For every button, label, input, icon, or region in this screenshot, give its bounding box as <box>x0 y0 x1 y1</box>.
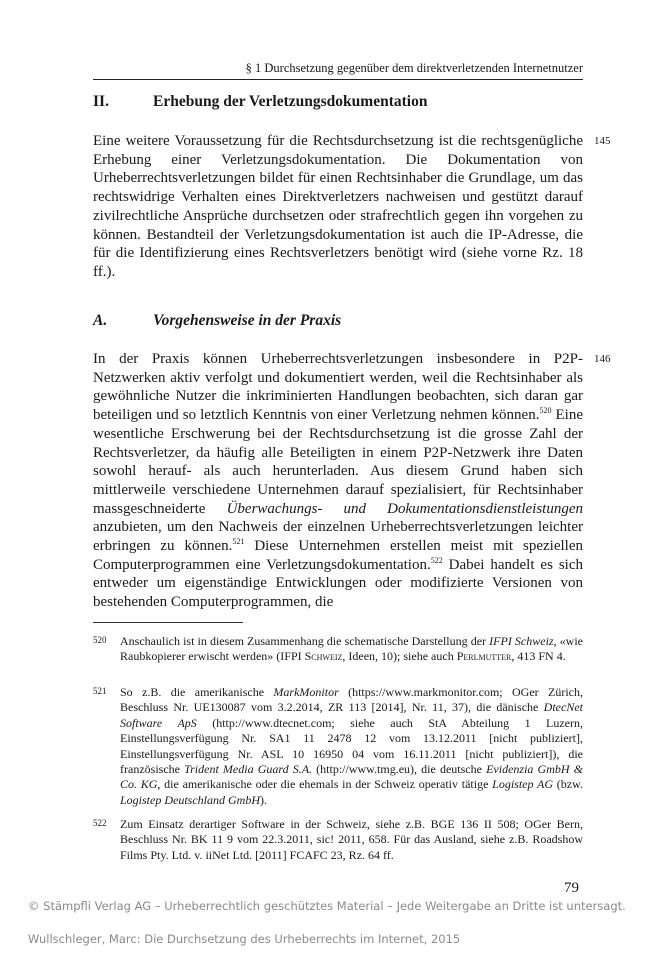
footnote-ref-522[interactable]: 522 <box>430 555 443 565</box>
text-run: In der Praxis können Urheberrechtsverletzungen insbesondere in P2P-Netzwerken aktiv verfolgt und dokumentiert werden, weil die Rechtsinhaber als gewöhnliche Nutzer die inkriminierten Handlungen beobachten, sich daran gar beteiligen und so letztlich Kenntnis von einer Verletzung nehmen können. <box>93 351 583 424</box>
header-rule <box>93 79 583 80</box>
page-number: 79 <box>564 880 579 896</box>
footnote-text: Anschaulich ist in diesem Zusammenhang die schematische Darstellung der IFPI Schweiz, «wie Raubkopierer erwischt werden» (IFPI Schweiz, Ideen, 10); siehe auch Perlmutter, 413 FN 4. <box>120 634 584 664</box>
section-title: Vorgehensweise in der Praxis <box>153 312 342 329</box>
footer-citation: Wullschleger, Marc: Die Durchsetzung des Urheberrechts im Internet, 2015 <box>28 932 461 946</box>
paragraph-145: Eine weitere Voraussetzung für die Rechtsdurchsetzung ist die rechtsgenügliche Erhebung einer Verletzungsdokumentation. Die Dokumentation von Urheberrechtsverletzungen bildet für einen Rechtsinhaber die Grundlage, um das rechtswidrige Verhalten eines Direktverletzers nachweisen und gestützt darauf zivilrechtliche Ansprüche durchsetzen oder strafrechtlich gegen ihn vorgehen zu können. Bestandteil der Verletzungsdokumentation ist auch die IP-Adresse, die für die Identifizierung eines Rechtsverletzers benötigt wird (siehe vorne Rz. 18 ff.). <box>93 133 583 280</box>
footnote-text: So z.B. die amerikanische MarkMonitor (https://www.markmonitor.com; OGer Zürich, Beschluss Nr. UE130087 vom 3.2.2014, ZR 113 [2014], Nr. 11, 37), die dänische DtecNet Software ApS (http://www.dtecnet.com; siehe auch StA Abteilung 1 Luzern, Einstellungsverfügung Nr. SA1 11 2478 12 vom 13.12.2011 [nicht publiziert], Einstellungsverfügung Nr. ASL 10 16950 04 vom 16.11.2011 [nicht publiziert]), die französische Trident Media Guard S.A. (http://www.tmg.eu), die deutsche Evidenzia GmbH & Co. KG, die amerikanische oder die ehemals in der Schweiz operativ tätige Logistep AG (bzw. Logistep Deutschland GmbH). <box>120 685 583 807</box>
text-run: anzubieten, um den Nachweis der einzelnen Urheberrechtsverletzungen leichter erbringen zu können. <box>93 519 583 555</box>
footnote-number: 521 <box>93 686 107 696</box>
footnote-rule <box>93 622 243 623</box>
text-run: Dabei handelt es sich entweder um eigenständige Entwicklungen oder modifizierte Versionen von bestehenden Computerprogrammen, die <box>93 556 583 611</box>
footer-copyright: © Stämpfli Verlag AG – Urheberrechtlich geschütztes Material – Jede Weitergabe an Dritte ist untersagt. <box>28 899 626 913</box>
footnote-522 <box>93 817 583 863</box>
section-number: II. <box>93 93 109 110</box>
section-number: A. <box>93 312 108 329</box>
section-heading-a <box>93 312 341 330</box>
running-header: § 1 Durchsetzung gegenüber dem direktverletzenden Internetnutzer <box>245 61 583 75</box>
section-title: Erhebung der Verletzungsdokumentation <box>153 93 428 110</box>
footnote-number: 522 <box>93 818 107 828</box>
paragraph-146 <box>93 350 583 612</box>
footnote-ref-520[interactable]: 520 <box>539 406 552 416</box>
text-run: Eine wesentliche Erschwerung bei der Rechtsdurchsetzung ist die grosse Zahl der Rechtsverletzer, da häufig alle Beteiligten in einem P2P-Netzwerk ihre Daten sowohl herauf- als auch herunterladen. Aus diesem Grund haben sich mittlerweile verschiedene Unternehmen darauf spezialisiert, für Rechtsinhaber massgeschneiderte <box>93 407 583 517</box>
section-heading-ii <box>93 93 427 111</box>
footnote-520 <box>93 634 583 665</box>
margin-number-145: 145 <box>594 135 611 147</box>
margin-number-146: 146 <box>594 353 611 365</box>
footnote-ref-521[interactable]: 521 <box>232 537 245 547</box>
footnote-521 <box>93 685 583 808</box>
footnote-number: 520 <box>93 635 107 645</box>
footnote-text: Zum Einsatz derartiger Software in der Schweiz, siehe z.B. BGE 136 II 508; OGer Bern, Beschluss Nr. BK 11 9 vom 22.3.2011, sic! 2011, 658. Für das Ausland, siehe z.B. Roadshow Films Pty. Ltd. v. iiNet Ltd. [2011] FCAFC 23, Rz. 64 ff. <box>120 817 583 862</box>
italic-term: Überwachungs- und Dokumentationsdienstleistungen <box>226 500 583 517</box>
text-run: Diese Unternehmen erstellen meist mit speziellen Computerprogrammen eine Verletzungsdokumentation. <box>93 538 583 573</box>
